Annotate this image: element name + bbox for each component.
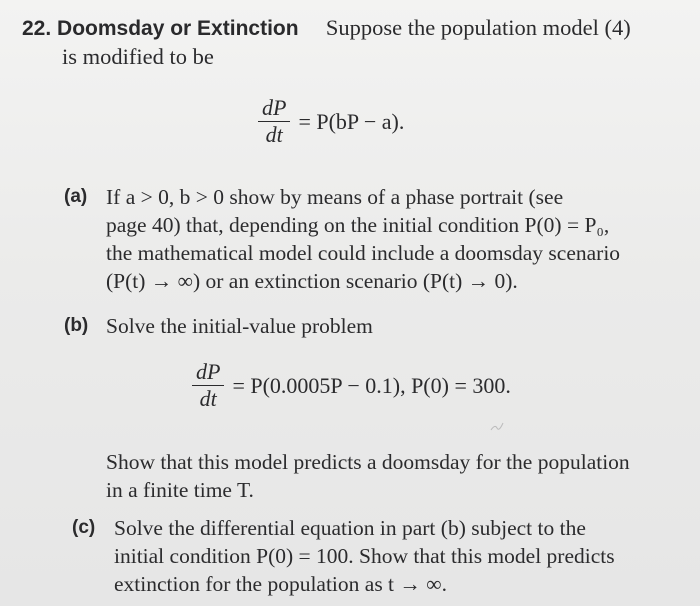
- equation-2-rhs: = P(0.0005P − 0.1), P(0) = 300.: [232, 373, 511, 398]
- part-b-follow-line: Show that this model predicts a doomsday for the population: [106, 450, 630, 474]
- part-b-follow-line: in a finite time T.: [106, 478, 254, 502]
- pen-mark: [488, 420, 506, 434]
- part-a-line: the mathematical model could include a doomsday scenario: [106, 241, 621, 265]
- equation-1-rhs: = P(bP − a).: [298, 109, 405, 134]
- equation-2-denominator: dt: [199, 386, 217, 411]
- part-a-line: page 40) that, depending on the initial condition P(0) = P₀,: [106, 213, 610, 237]
- equation-1-fraction: [258, 96, 290, 148]
- problem-intro-line1: Suppose the population model (4): [325, 15, 631, 40]
- equation-2: [192, 360, 511, 412]
- part-c-line: Solve the differential equation in part (b) subject to the: [114, 516, 586, 540]
- part-b-label: (b): [64, 315, 89, 336]
- part-a-label: (a): [64, 186, 88, 207]
- part-a: [64, 183, 664, 295]
- problem-header: [22, 14, 682, 71]
- equation-1: [258, 96, 404, 148]
- part-c-label: (c): [72, 517, 96, 538]
- part-c: [72, 514, 682, 598]
- part-b-continued: [64, 448, 674, 504]
- equation-2-fraction: [192, 360, 224, 412]
- part-b: [64, 312, 664, 340]
- part-c-line: extinction for the population as t → ∞.: [114, 572, 447, 596]
- equation-1-numerator: dP: [258, 96, 290, 122]
- part-b-line: Solve the initial-value problem: [106, 314, 373, 338]
- problem-intro-line2: is modified to be: [62, 44, 214, 69]
- equation-2-numerator: dP: [192, 360, 224, 386]
- part-a-line: (P(t) → ∞) or an extinction scenario (P(t) → 0).: [106, 269, 518, 293]
- part-c-line: initial condition P(0) = 100. Show that this model predicts: [114, 544, 615, 568]
- part-a-line: If a > 0, b > 0 show by means of a phase portrait (see: [106, 185, 564, 209]
- problem-number-title: 22. Doomsday or Extinction: [22, 17, 299, 40]
- equation-1-denominator: dt: [265, 122, 283, 147]
